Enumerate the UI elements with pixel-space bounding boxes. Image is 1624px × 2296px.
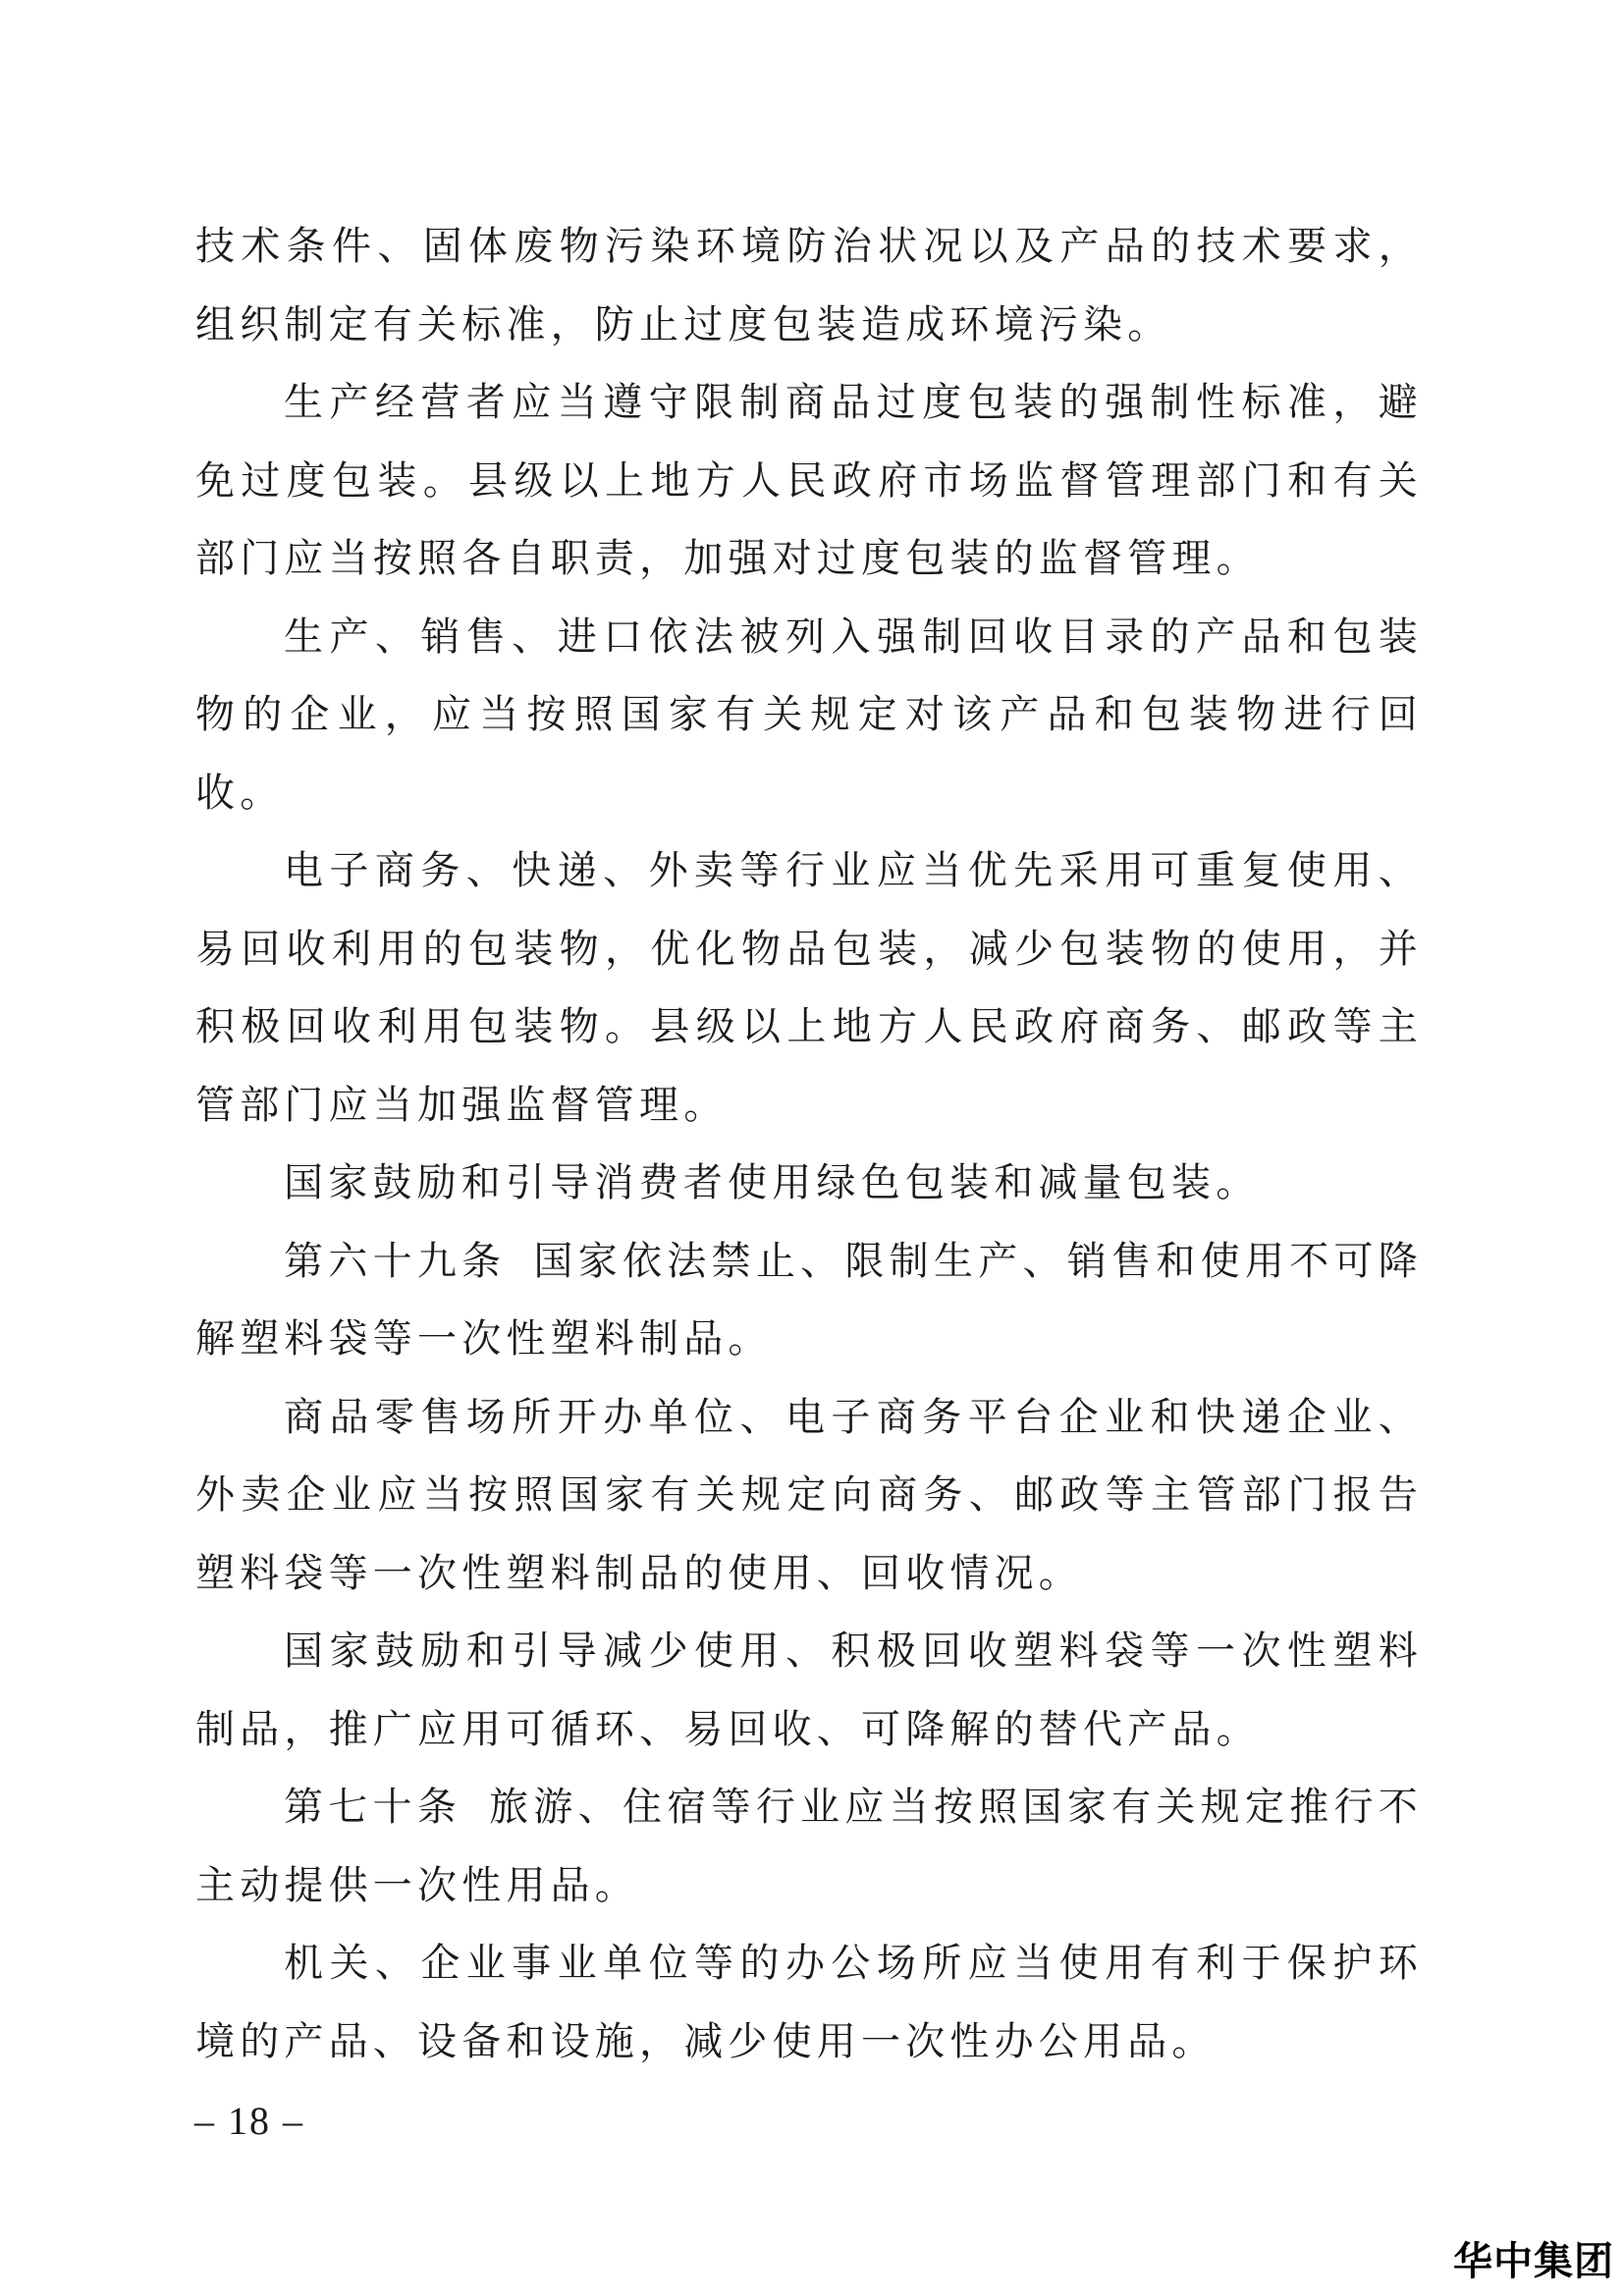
paragraph-8 [195, 1613, 1423, 1769]
paragraph-text: 生产、销售、进口依法被列入强制回收目录的产品和包装物的企业，应当按照国家有关规定对该产品和包装物进行回收。 [195, 614, 1423, 816]
paragraph-4 [195, 832, 1423, 1145]
paragraph-10 [195, 1925, 1423, 2081]
paragraph-5 [195, 1145, 1423, 1223]
document-body [195, 208, 1423, 2081]
article-number: 第六十九条 [284, 1238, 507, 1284]
paragraph-text: 生产经营者应当遵守限制商品过度包装的强制性标准，避免过度包装。县级以上地方人民政府市场监督管理部门和有关部门应当按照各自职责，加强对过度包装的监督管理。 [195, 380, 1423, 581]
paragraph-text: 国家鼓励和引导消费者使用绿色包装和减量包装。 [284, 1160, 1261, 1205]
paragraph-text: 机关、企业事业单位等的办公场所应当使用有利于保护环境的产品、设备和设施，减少使用一次性办公用品。 [195, 1941, 1423, 2064]
paragraph-text: 电子商务、快递、外卖等行业应当优先采用可重复使用、易回收利用的包装物，优化物品包装，减少包装物的使用，并积极回收利用包装物。县级以上地方人民政府商务、邮政等主管部门应当加强监督管理。 [195, 848, 1423, 1128]
paragraph-text: 旅游、住宿等行业应当按照国家有关规定推行不主动提供一次性用品。 [195, 1785, 1423, 1908]
page-number: – 18 – [194, 2099, 304, 2143]
watermark-logo: 华中集团 [1453, 2239, 1614, 2284]
paragraph-text: 国家依法禁止、限制生产、销售和使用不可降解塑料袋等一次性塑料制品。 [195, 1238, 1424, 1362]
paragraph-text: 商品零售场所开办单位、电子商务平台企业和快递企业、外卖企业应当按照国家有关规定向商务、邮政等主管部门报告塑料袋等一次性塑料制品的使用、回收情况。 [195, 1394, 1423, 1596]
paragraph-text: 技术条件、固体废物污染环境防治状况以及产品的技术要求，组织制定有关标准，防止过度包装造成环境污染。 [195, 224, 1423, 347]
paragraph-2 [195, 364, 1423, 599]
paragraph-3 [195, 599, 1423, 833]
paragraph-7 [195, 1379, 1423, 1614]
article-69 [195, 1223, 1423, 1379]
paragraph-1 [195, 208, 1423, 364]
paragraph-text: 国家鼓励和引导减少使用、积极回收塑料袋等一次性塑料制品，推广应用可循环、易回收、可降解的替代产品。 [195, 1629, 1423, 1752]
article-number: 第七十条 [284, 1785, 462, 1830]
article-70 [195, 1769, 1423, 1925]
